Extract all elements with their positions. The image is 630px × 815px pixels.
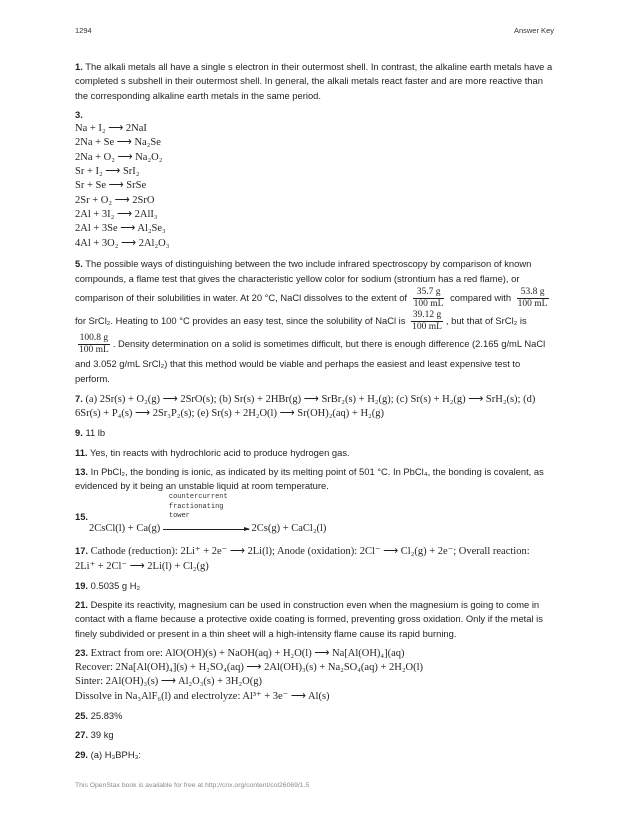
equation: 4Al + 3O₂ ⟶ 2Al₂O₃ bbox=[75, 237, 170, 249]
running-header: Answer Key bbox=[513, 26, 554, 35]
answer-9 bbox=[75, 426, 557, 440]
answer-text: , but that of SrCl₂ is bbox=[445, 314, 527, 326]
answer-number: 5. bbox=[75, 257, 83, 269]
answer-text: In PbCl₂, the bonding is ionic, as indicated by its melting point of 501 °C. In PbCl₄, the bonding is covalent, as evidenced by it being an unstable liquid at room temperature. bbox=[75, 466, 544, 492]
answer-21 bbox=[75, 598, 557, 641]
answer-text: 39 kg bbox=[90, 729, 114, 741]
equation: 6Sr(s) + P₄(s) ⟶ 2Sr₃P₂(s); (e) Sr(s) + 2H₂O(l) ⟶ Sr(OH)₂(aq) + H₂(g) bbox=[75, 408, 384, 420]
numerator: 35.7 g bbox=[413, 287, 445, 299]
footer-note: This OpenStax book is available for free at http://cnx.org/content/col26069/1.5 bbox=[75, 782, 310, 789]
answer-number: 29. bbox=[75, 748, 89, 760]
answer-5 bbox=[75, 256, 557, 387]
numerator: 53.8 g bbox=[517, 287, 549, 299]
fraction bbox=[411, 310, 443, 333]
answer-number: 7. bbox=[75, 392, 83, 404]
answer-1 bbox=[75, 60, 557, 103]
reaction-arrow bbox=[163, 493, 249, 530]
fraction bbox=[413, 287, 445, 310]
answer-text: Despite its reactivity, magnesium can be used in construction even when the magnesium is going to come in contact with a flame because a protective oxide coating is formed, preventing gross oxidation. Only if the metal is finely subdivided or present in a thin sheet will a high-intensity flame cause its rapid burning. bbox=[75, 598, 543, 639]
answer-27 bbox=[75, 728, 557, 742]
equation: 2Al + 3Se ⟶ Al₂Se₃ bbox=[75, 223, 166, 235]
equation bbox=[89, 493, 327, 536]
answer-text: for SrCl₂. Heating to 100 °C provides an easy test, since the solubility of NaCl is bbox=[75, 314, 406, 326]
answer-text: 25.83% bbox=[90, 710, 123, 722]
answer-number: 17. bbox=[75, 544, 89, 556]
answer-number: 15. bbox=[75, 510, 89, 522]
answer-3 bbox=[75, 108, 557, 251]
arrow-label-line: tower bbox=[168, 512, 190, 521]
equation: Extract from ore: AlO(OH)(s) + NaOH(aq) + H₂O(l) ⟶ Na[Al(OH)₄](aq) bbox=[90, 647, 405, 659]
answer-number: 27. bbox=[75, 729, 89, 741]
answer-number: 21. bbox=[75, 598, 89, 610]
products: 2Cs(g) + CaCl₂(l) bbox=[251, 522, 327, 534]
answer-number: 19. bbox=[75, 579, 89, 591]
page-number: 1294 bbox=[75, 26, 92, 35]
equation: Recover: 2Na[Al(OH)₄](s) + H₂SO₄(aq) ⟶ 2Al(OH)₃(s) + Na₂SO₄(aq) + 2H₂O(l) bbox=[75, 662, 423, 674]
arrow-label-line: countercurrent bbox=[168, 493, 228, 502]
answer-text: compared with bbox=[450, 291, 512, 303]
answer-number: 13. bbox=[75, 466, 89, 478]
equation: Sinter: 2Al(OH)₃(s) ⟶ Al₂O₃(s) + 3H₂O(g) bbox=[75, 676, 262, 688]
answer-15 bbox=[75, 493, 557, 538]
answer-19 bbox=[75, 579, 557, 593]
answer-key-content bbox=[75, 60, 557, 767]
fraction bbox=[78, 333, 110, 356]
answer-text: 0.5035 g H₂ bbox=[90, 579, 141, 591]
equation: 2Li⁺ + 2Cl⁻ ⟶ 2Li(l) + Cl₂(g) bbox=[75, 560, 209, 572]
equation: Na + I₂ ⟶ 2NaI bbox=[75, 123, 147, 135]
arrow-shaft bbox=[163, 529, 249, 530]
answer-23 bbox=[75, 646, 557, 704]
answer-text: The possible ways of distinguishing between the two include infrared spectroscopy by comparison of known compounds, a flame test that gives the characteristic yellow color for sodium (strontium has a red flame), or comparison of their solubilities in water. At 20 °C, NaCl dissolves to the extent of bbox=[75, 257, 532, 303]
answer-13 bbox=[75, 465, 557, 494]
answer-text: 11 lb bbox=[85, 427, 106, 439]
answer-text: The alkali metals all have a single s electron in their outermost shell. In contrast, the alkaline earth metals have a completed s subshell in their outermost shell. In general, the alkali metals react faster and are more reactive than the corresponding alkaline earth metals in the same period. bbox=[75, 61, 553, 101]
answer-number: 1. bbox=[75, 61, 83, 72]
denominator: 100 mL bbox=[517, 298, 548, 309]
equation: Sr + I₂ ⟶ SrI₂ bbox=[75, 166, 140, 178]
equation: Sr + Se ⟶ SrSe bbox=[75, 180, 147, 192]
equation: 2Na + Se ⟶ Na₂Se bbox=[75, 137, 161, 149]
equation: 2Al + 3I₂ ⟶ 2AlI₃ bbox=[75, 208, 158, 220]
answer-number: 25. bbox=[75, 710, 89, 722]
answer-text: (a) H₃BPH₃: bbox=[90, 748, 142, 760]
arrow-label-line: fractionating bbox=[168, 502, 224, 511]
arrow-label bbox=[169, 493, 228, 522]
numerator: 39.12 g bbox=[412, 309, 442, 320]
denominator: 100 mL bbox=[412, 321, 442, 332]
equation: (a) 2Sr(s) + O₂(g) ⟶ 2SrO(s); (b) Sr(s) + 2HBr(g) ⟶ SrBr₂(s) + H₂(g); (c) Sr(s) + H₂(g) ⟶ SrH₂(s); (d) bbox=[85, 393, 536, 405]
answer-25 bbox=[75, 709, 557, 723]
answer-7 bbox=[75, 392, 557, 422]
answer-number: 9. bbox=[75, 427, 83, 439]
numerator: 100.8 g bbox=[79, 332, 109, 343]
equation: 2Sr + O₂ ⟶ 2SrO bbox=[75, 194, 155, 206]
answer-29 bbox=[75, 748, 557, 762]
equation: 2Na + O₂ ⟶ Na₂O₂ bbox=[75, 151, 163, 163]
answer-number: 11. bbox=[75, 446, 88, 458]
equation-list bbox=[75, 122, 557, 251]
answer-text: Yes, tin reacts with hydrochloric acid to produce hydrogen gas. bbox=[89, 446, 350, 458]
denominator: 100 mL bbox=[413, 298, 444, 309]
answer-number: 23. bbox=[75, 646, 89, 658]
answer-number: 3. bbox=[75, 108, 83, 120]
fraction bbox=[517, 287, 549, 310]
answer-17 bbox=[75, 543, 557, 574]
equation: Dissolve in Na₃AlF₆(l) and electrolyze: Al³⁺ + 3e⁻ ⟶ Al(s) bbox=[75, 690, 330, 702]
equation: Cathode (reduction): 2Li⁺ + 2e⁻ ⟶ 2Li(l); Anode (oxidation): 2Cl⁻ ⟶ Cl₂(g) + 2e⁻; Overall reaction: bbox=[90, 545, 530, 557]
reactants: 2CsCl(l) + Ca(g) bbox=[89, 522, 161, 534]
denominator: 100 mL bbox=[79, 344, 109, 355]
answer-11 bbox=[75, 446, 557, 460]
answer-text: . Density determination on a solid is sometimes difficult, but there is enough difference (2.165 g/mL NaCl and 3.052 g/mL SrCl₂) that this method would be viable and perhaps the easiest and least expensive test to perform. bbox=[75, 337, 546, 385]
